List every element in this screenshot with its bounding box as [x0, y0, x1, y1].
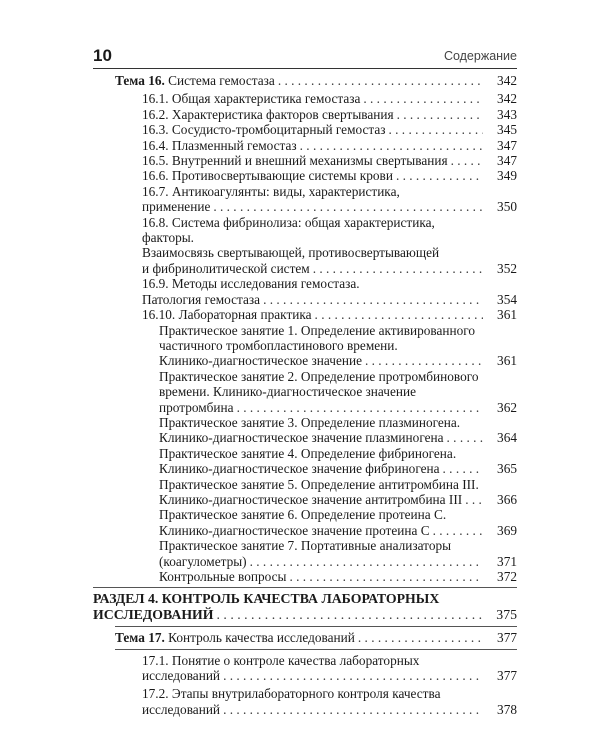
toc-page: 354 [497, 291, 517, 307]
toc-page: 365 [497, 461, 517, 477]
toc-section-text: РАЗДЕЛ 4. КОНТРОЛЬ КАЧЕСТВА ЛАБОРАТОРНЫХ [93, 591, 440, 607]
toc-item-text: 16.3. Сосудисто-тромбоцитарный гемостаз [142, 122, 386, 138]
toc-item-text: Контрольные вопросы [159, 569, 287, 584]
toc-practical-3[interactable] [93, 415, 517, 446]
toc-page: 371 [497, 553, 517, 569]
topic-prefix: Тема 16. [115, 73, 165, 88]
toc-section-4[interactable] [93, 591, 517, 622]
toc-item-16-10[interactable] [93, 307, 517, 322]
toc-item-text: 16.9. Методы исследования гемостаза. [142, 276, 360, 292]
toc-page: 362 [497, 399, 517, 415]
toc-item-text: 16.5. Внутренний и внешний механизмы свертывания [142, 153, 448, 169]
header-rule [93, 68, 517, 69]
toc-section-text: ИССЛЕДОВАНИЙ [93, 606, 214, 622]
toc-item-text: 16.7. Антикоагулянты: виды, характеристика, [142, 183, 400, 199]
toc-page: 345 [497, 122, 517, 138]
toc-item-text: исследований [142, 701, 221, 717]
topic-prefix: Тема 17. [115, 630, 165, 646]
toc-item-text: 17.1. Понятие о контроле качества лабораторных [142, 652, 420, 668]
toc-item-17-2[interactable] [93, 686, 517, 717]
toc-page: 361 [497, 307, 517, 323]
toc-page: 342 [497, 73, 517, 88]
toc-item-16-5[interactable] [93, 153, 517, 168]
toc-item-text: 16.8. Система фибринолиза: общая характеристика, факторы. [142, 214, 435, 246]
toc-item-text: Практическое занятие 7. Портативные анализаторы [159, 538, 452, 554]
toc-item-text: 16.4. Плазменный гемостаз [142, 137, 297, 153]
toc-item-text: Практическое занятие 5. Определение антитромбина III. [159, 476, 479, 492]
page-header [93, 46, 517, 68]
toc-item-text: 16.1. Общая характеристика гемостаза [142, 91, 361, 107]
toc-item-text: 16.10. Лабораторная практика [142, 307, 312, 323]
toc-page: 350 [497, 199, 517, 215]
toc-practical-4[interactable] [93, 446, 517, 477]
toc-item-16-9[interactable] [93, 276, 517, 307]
toc-practical-1[interactable] [93, 323, 517, 369]
toc-page: 375 [496, 606, 517, 622]
toc-practical-2[interactable] [93, 369, 517, 415]
toc-item-text: Клинико-диагностическое значение фибриногена [159, 461, 440, 477]
section-divider [93, 587, 517, 588]
toc-item-text: исследований [142, 668, 221, 684]
toc-item-text: и фибринолитической систем [142, 260, 310, 276]
toc-item-text: 17.2. Этапы внутрилабораторного контроля качества [142, 686, 441, 702]
toc-page: 377 [497, 668, 517, 684]
toc-practical-7[interactable] [93, 538, 517, 569]
toc-page: 352 [497, 260, 517, 276]
toc-review-questions[interactable] [93, 569, 517, 584]
topic-divider [115, 626, 517, 627]
toc-item-text: Патология гемостаза [142, 291, 261, 307]
topic-title: Контроль качества исследований [168, 630, 355, 646]
toc-item-16-4[interactable] [93, 138, 517, 153]
toc-item-text: Клинико-диагностическое значение антитромбина III [159, 491, 463, 507]
toc-page: 342 [497, 91, 517, 107]
toc-item-text: 16.6. Противосвертывающие системы крови [142, 168, 393, 184]
toc-item-text: 16.2. Характеристика факторов свертывания [142, 106, 394, 122]
toc-page: 369 [497, 522, 517, 538]
toc-item-text: протромбина [159, 399, 234, 415]
toc-page: 372 [497, 569, 517, 584]
toc-item-text: Практическое занятие 6. Определение протеина С. [159, 507, 447, 523]
toc-item-16-8[interactable] [93, 215, 517, 277]
toc-page: 347 [497, 137, 517, 153]
toc-item-16-7[interactable] [93, 184, 517, 215]
toc-item-text: Практическое занятие 3. Определение плазминогена. [159, 414, 461, 430]
toc-practical-5[interactable] [93, 477, 517, 508]
toc-item-16-3[interactable] [93, 122, 517, 137]
page-number: 10 [93, 46, 112, 65]
toc-item-text: Практическое занятие 4. Определение фибриногена. [159, 445, 457, 461]
toc-page: 361 [497, 353, 517, 369]
toc-item-text: Клинико-диагностическое значение [159, 353, 362, 369]
toc-item-16-1[interactable] [93, 91, 517, 106]
toc-page: 366 [497, 491, 517, 507]
toc-item-text: Клинико-диагностическое значение плазминогена [159, 430, 444, 446]
toc-page: 377 [497, 630, 517, 646]
toc-item-text: (коагулометры) [159, 553, 247, 569]
toc-page: 343 [497, 106, 517, 122]
toc-item-16-6[interactable] [93, 168, 517, 183]
toc-item-text: Клинико-диагностическое значение протеина С [159, 522, 430, 538]
toc-page: 349 [497, 168, 517, 184]
toc-page: 364 [497, 430, 517, 446]
table-of-contents [93, 73, 517, 717]
running-head: Содержание [443, 49, 517, 63]
toc-item-text: частичного тромбопластинового времени. [159, 337, 398, 353]
toc-item-text: Практическое занятие 1. Определение активированного [159, 322, 476, 338]
toc-practical-6[interactable] [93, 507, 517, 538]
toc-item-16-2[interactable] [93, 107, 517, 122]
toc-item-17-1[interactable] [93, 653, 517, 684]
toc-page: 347 [497, 153, 517, 169]
topic-title: Система гемостаза [168, 73, 275, 88]
toc-item-text: Взаимосвязь свертывающей, противосвертывающей [142, 245, 440, 261]
toc-item-text: времени. Клинико-диагностическое значение [159, 384, 417, 400]
topic-divider [115, 649, 517, 650]
toc-page: 378 [497, 701, 517, 717]
toc-topic-16[interactable] [93, 73, 517, 88]
toc-item-text: применение [142, 199, 211, 215]
toc-topic-17[interactable] [93, 630, 517, 645]
toc-item-text: Практическое занятие 2. Определение протромбинового [159, 368, 479, 384]
